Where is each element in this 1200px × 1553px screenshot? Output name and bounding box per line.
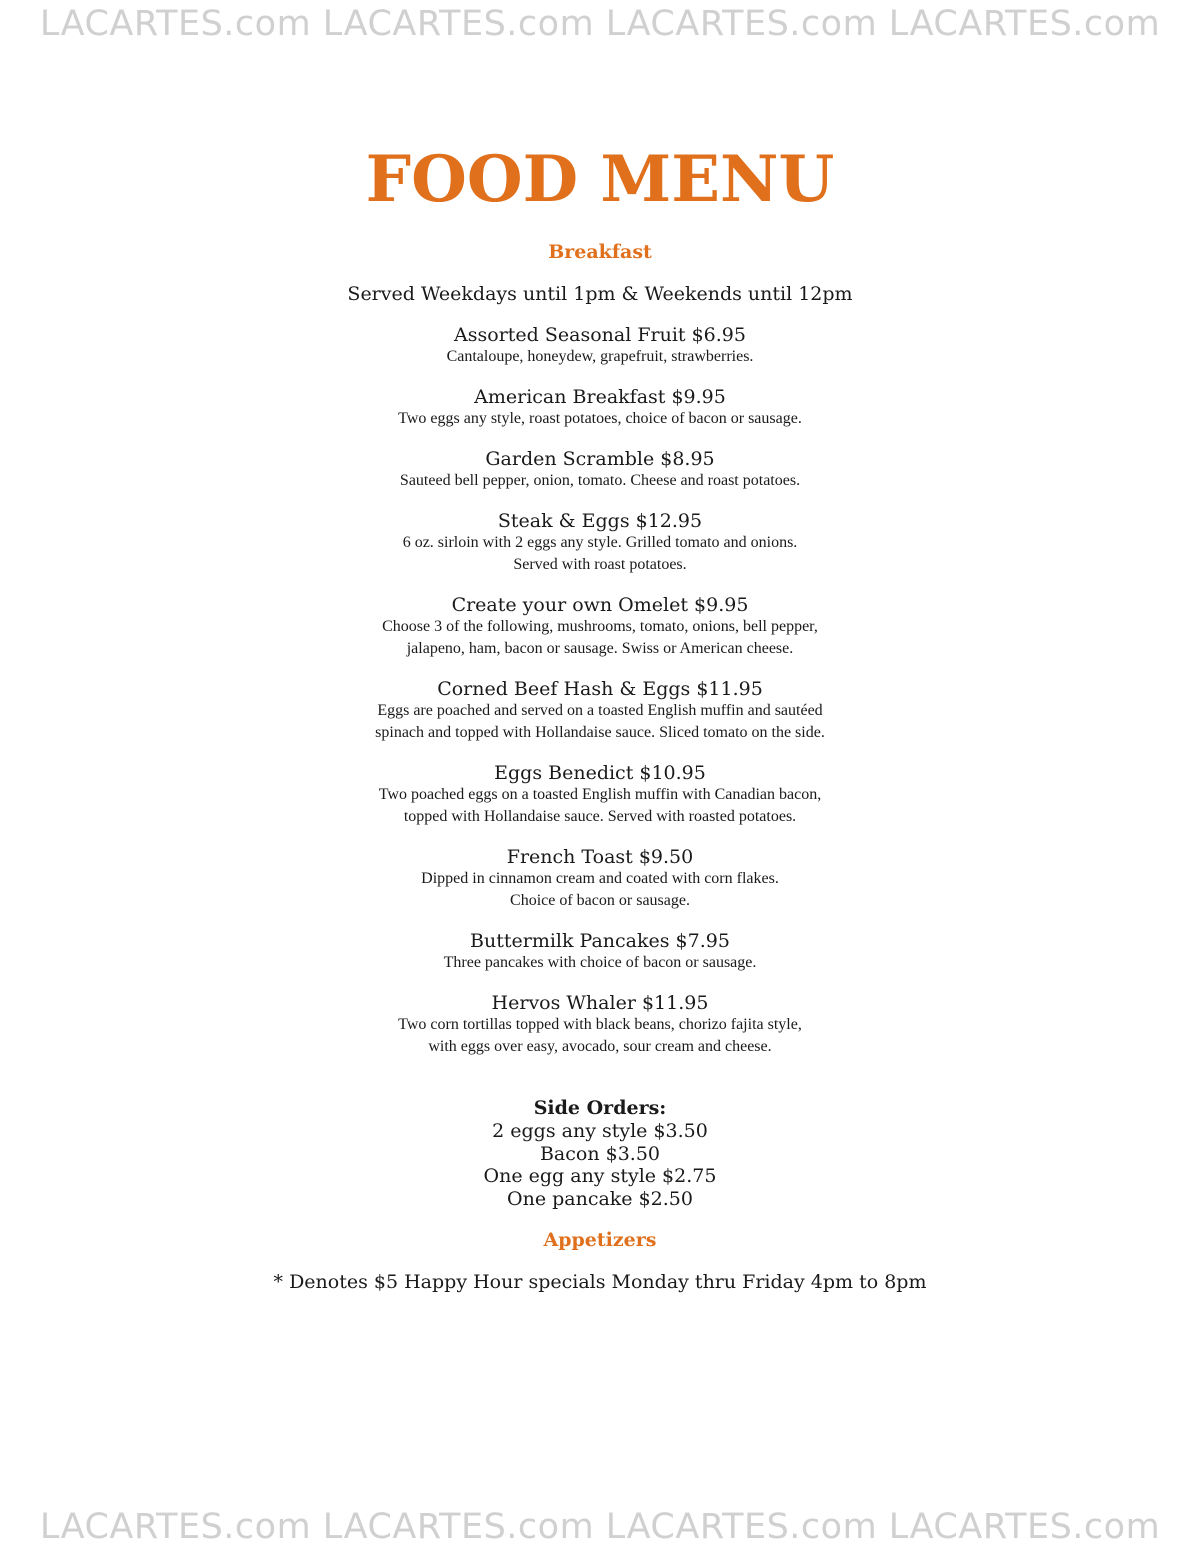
side-orders [0, 1096, 1200, 1210]
watermark-top: LACARTES.com LACARTES.com LACARTES.com LACARTES.com [39, 4, 1161, 44]
menu-item-name: Create your own Omelet $9.95 [451, 594, 749, 616]
menu-item [0, 324, 1200, 368]
menu-item-name: American Breakfast $9.95 [474, 386, 726, 408]
side-order-item: One egg any style $2.75 [483, 1165, 717, 1187]
menu-item-name: Buttermilk Pancakes $7.95 [470, 930, 730, 952]
menu-item-description: Two corn tortillas topped with black beans, chorizo fajita style, with eggs over easy, avocado, sour cream and cheese. [398, 1016, 802, 1055]
menu-item-description: Three pancakes with choice of bacon or sausage. [443, 954, 757, 971]
watermark-bottom: LACARTES.com LACARTES.com LACARTES.com LACARTES.com [39, 1507, 1161, 1547]
menu-item-description: 6 oz. sirloin with 2 eggs any style. Grilled tomato and onions. Served with roast potatoes. [402, 534, 798, 573]
menu-item-description: Choose 3 of the following, mushrooms, tomato, onions, bell pepper, jalapeno, ham, bacon or sausage. Swiss or American cheese. [382, 618, 818, 657]
appetizers-heading: Appetizers [543, 1229, 657, 1251]
menu-item-description: Two poached eggs on a toasted English muffin with Canadian bacon, topped with Hollandaise sauce. Served with roasted potatoes. [378, 786, 822, 825]
side-orders-heading: Side Orders: [533, 1097, 667, 1119]
menu-item-name: Assorted Seasonal Fruit $6.95 [454, 324, 746, 346]
menu-page [0, 140, 1200, 1294]
menu-item [0, 448, 1200, 492]
menu-item-description: Dipped in cinnamon cream and coated with corn flakes. Choice of bacon or sausage. [421, 870, 779, 909]
menu-item [0, 762, 1200, 828]
menu-title: FOOD MENU [365, 142, 835, 217]
side-order-item: Bacon $3.50 [539, 1142, 661, 1165]
side-order-item: One pancake $2.50 [507, 1187, 693, 1210]
menu-item [0, 930, 1200, 974]
breakfast-items [0, 324, 1200, 1058]
menu-item [0, 992, 1200, 1058]
side-order-item: 2 eggs any style $3.50 [492, 1120, 708, 1142]
menu-item [0, 678, 1200, 744]
menu-item-name: Corned Beef Hash & Eggs $11.95 [437, 678, 763, 700]
menu-item-description: Sauteed bell pepper, onion, tomato. Cheese and roast potatoes. [399, 472, 801, 489]
breakfast-heading: Breakfast [548, 241, 652, 263]
happy-hour-note: * Denotes $5 Happy Hour specials Monday thru Friday 4pm to 8pm [273, 1271, 927, 1293]
menu-item [0, 846, 1200, 912]
menu-item-name: Steak & Eggs $12.95 [497, 510, 703, 532]
menu-item [0, 594, 1200, 660]
menu-item-description: Two eggs any style, roast potatoes, choice of bacon or sausage. [398, 410, 802, 427]
breakfast-hours-note: Served Weekdays until 1pm & Weekends until 12pm [347, 283, 853, 305]
menu-item [0, 510, 1200, 576]
menu-item [0, 386, 1200, 430]
menu-item-name: Garden Scramble $8.95 [485, 448, 715, 470]
menu-item-name: Hervos Whaler $11.95 [491, 992, 709, 1014]
menu-item-name: French Toast $9.50 [506, 846, 694, 868]
menu-item-description: Cantaloupe, honeydew, grapefruit, strawberries. [446, 348, 754, 365]
menu-item-name: Eggs Benedict $10.95 [494, 762, 706, 784]
menu-item-description: Eggs are poached and served on a toasted English muffin and sautéed spinach and topped with Hollandaise sauce. Sliced tomato on the side. [375, 702, 825, 741]
